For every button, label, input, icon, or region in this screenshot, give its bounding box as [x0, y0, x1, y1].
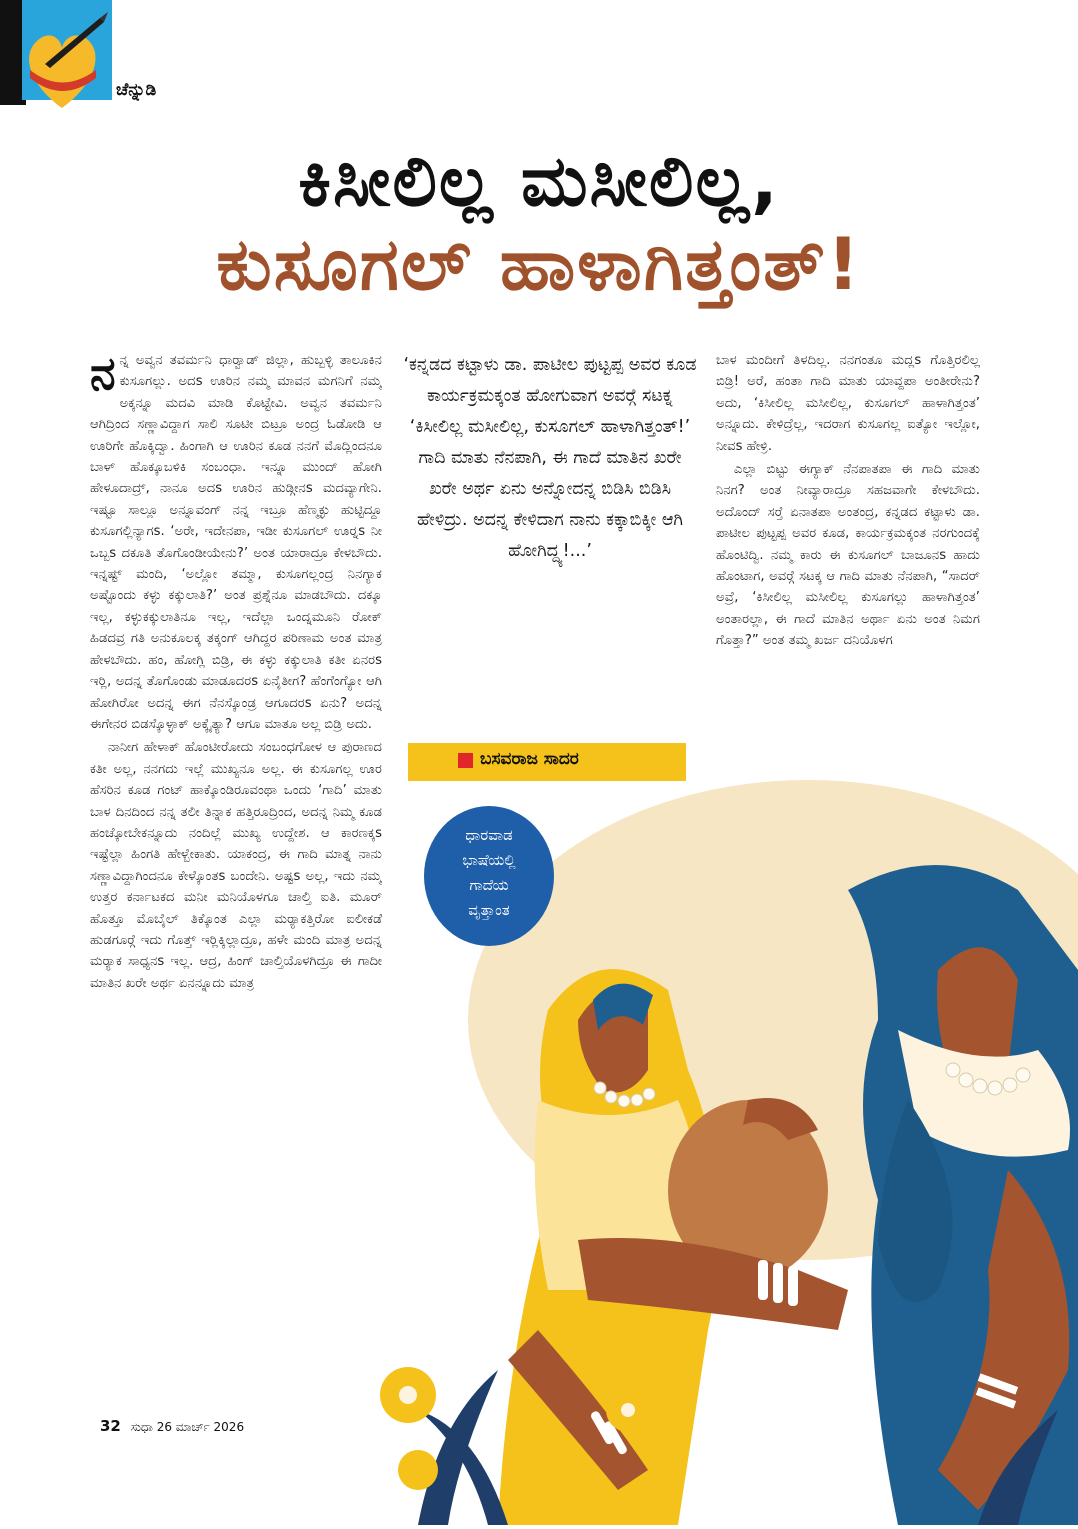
- drop-cap: ನ: [90, 350, 116, 400]
- author-byline: ಬಸವರಾಜ ಸಾದರ: [480, 749, 579, 769]
- badge-line: ಭಾಷೆಯಲ್ಲಿ: [462, 851, 516, 869]
- article-paragraph: ಎಲ್ಲಾ ಬಿಟ್ಟು ಈಗ್ಯಾಕ್ ನೆನಪಾತಪಾ ಈ ಗಾದಿ ಮಾತು ನಿನಗ? ಅಂತ ನೀವ್ಯಾರಾದ್ರೂ ಸಹಜವಾಗೇ ಕೇಳಬೌದು. ಅದೊಂದ್ ಸರ್‍ತೆ ಏನಾತಪಾ ಅಂತಂದ್ರ, ಕನ್ನಡದ ಕಟ್ಟಾಳು ಡಾ. ಪಾಟೀಲ ಪುಟ್ಟಪ್ಪ ಅವರ ಕೂಡ, ಕಾರ್ಯಕ್ರಮಕ್ಕಂತ ನರಗುಂದಕ್ಕೆ ಹೊಂಟಿದ್ವಿ. ನಮ್ಮ ಕಾರು ಈ ಕುಸೂಗಲ್ ಬಾಜೂನs ಹಾದು ಹೊಂಟಾಗ, ಅವರ್‍ಗೆ ಸಟಕ್ಕ ಆ ಗಾದಿ ಮಾತು ನೆನಪಾಗಿ, “ಸಾದರ್ ಅವ್ರೆ, ‘ಕಿಸೀಲಿಲ್ಲ ಮಸೀಲಿಲ್ಲ ಕುಸೂಗಲ್ಲು ಹಾಳಾಗಿತ್ತಂತ’ ಅಂತಾರಲ್ಲಾ, ಈ ಗಾದೆ ಮಾತಿನ ಅರ್ಥಾ ಏನು ಅಂತ ನಿಮಗ ಗೊತ್ತಾ?” ಅಂತ ತಮ್ಮ ಖರ್ಜ ದನಿಯೊಳಗ: [716, 462, 980, 649]
- badge-line: ಧಾರವಾಡ: [465, 826, 513, 844]
- headline-line-2: ಕುಸೂಗಲ್ ಹಾಳಾಗಿತ್ತಂತ್!: [216, 222, 862, 306]
- article-column-right: [716, 350, 980, 780]
- badge-line: ವೃತ್ತಾಂತ: [468, 901, 510, 919]
- badge-line: ಗಾದೆಯ: [469, 876, 509, 894]
- article-paragraph: [90, 350, 382, 735]
- byline-marker-icon: [458, 753, 473, 768]
- paragraph-text: ನ್ನ ಅವ್ವನ ತವರ್ಮನಿ ಧಾರ್‍ವಾಡ್ ಜಿಲ್ಲಾ, ಹುಬ್ಬಳ್ಳಿ ತಾಲೂಕಿನ ಕುಸೂಗಲ್ಲು. ಅದs ಊರಿನ ನಮ್ಮ ಮಾವನ ಮಗನಿಗೆ ನಮ್ಮ ಅಕ್ಕನ್ನೂ ಮದವಿ ಮಾಡಿ ಕೊಟ್ಟೇವಿ. ಅವ್ವನ ತವರ್ಮನಿ ಆಗಿದ್ರಿಂದ ಸಣ್ಣಾವಿದ್ದಾಗ ಸಾಲಿ ಸೂಟೀ ಬಿಟ್ರೂ ಅಂದ್ರ ಓಡೋಡಿ ಆ ಊರಿಗೇ ಹೊಕ್ಕಿದ್ವಾ. ಹಿಂಗಾಗಿ ಆ ಊರಿನ ಕೂಡ ನನಗೆ ಮೊದ್ಲಿಂದನೂ ಬಾಳ್ ಹೊಕ್ಕೂಬಳಿಕಿ ಸಂಬಂಧಾ. ಇನ್ನೂ ಮುಂದ್ ಹೋಗಿ ಹೇಳೂದಾದ್ರ್, ನಾನೂ ಅದs ಊರಿನ ಹುಡ್ಗೀನs ಮದವ್ಯಾಗೇನಿ. ಇಷ್ಟೂ ಸಾಲ್ಲೂ ಅನ್ನೂವಂಗ್ ನನ್ನ ಇಬ್ರೂ ಹೆಣ್ಮಕ್ಳು ಹುಟ್ಟಿದ್ದೂ ಕುಸೂಗಲ್ಲಿನ್ಯಾಗs. ‘ಅರೇ, ಇದೇನಪಾ, ಇಡೀ ಕುಸೂಗಲ್ ಊರ್‍ನs ನೀ ಒಬ್ಬs ದಕೂತಿ ತೊಗೊಂಡೀಯೇನು?’ ಅಂತ ಯಾರಾದ್ರೂ ಕೇಳಬೌದು. ಇನ್ನಷ್ಟ್ ಮಂದಿ, ‘ಅಲ್ಲೋ ತಮ್ಮಾ, ಕುಸೂಗಲ್ಲಂದ್ರ ನಿನಗ್ಯಾಕ ಅಷ್ಟೊಂದು ಕಳ್ಳು ಕಕ್ಕುಲಾತಿ?’ ಅಂತ ಪ್ರಶ್ನೆನೂ ಮಾಡಬೌದು. ದಕ್ಕೂ ಇಲ್ಲ, ಕಳ್ಳುಕಕ್ಕುಲಾತಿನೂ ಇಲ್ಲ, ಇದೆಲ್ಲಾ ಒಂದ್ನಮೂನಿ ರೋಕ್ ಹಿಡದವ್ರ ಗತಿ ಅನುಕೂಲಕ್ಕ ತಕ್ಕಂಗ್ ಆಗಿದ್ದರ ಪರಿಣಾಮ ಅಂತ ಮಾತ್ರ ಹೇಳಬೌದು. ಹಂ, ಹೋಗ್ಲಿ ಬಿಡ್ರಿ, ಈ ಕಳ್ಳು ಕಕ್ಕುಲಾತಿ ಕತೀ ಏನರs ಇರ್‍ಲಿ, ಅದನ್ನ ತೊಗೊಂಡು ಮಾಡೂದರs ಏನೈತೀಗ? ಹೆಂಗೆಂಗ್ಯೋ ಆಗಿ ಹೋಗಿರೋ ಅದನ್ನ ಈಗ ನೆನಸ್ಕೊಂಡ್ರ ಆಗೂದರs ಏನು? ಅದನ್ನ ಈಗೇನರ ಬಿಡಸ್ಕೊಳ್ಳಾಕ್ ಅಕ್ಕೈತ್ಯಾ? ಆಗೂ ಮಾತೂ ಅಲ್ಲ ಬಿಡ್ರಿ ಅದು.: [90, 353, 382, 732]
- page-footer: [100, 1417, 244, 1435]
- headline-line-1: ಕಿಸೀಲಿಲ್ಲ ಮಸೀಲಿಲ್ಲ,: [298, 140, 780, 222]
- publication-date: ಸುಧಾ 26 ಮಾರ್ಚ್ 2026: [130, 1420, 245, 1434]
- heart-book-pen-logo-icon: [0, 0, 112, 118]
- page-number: 32: [100, 1417, 121, 1435]
- article-column-left: [90, 350, 382, 1390]
- article-paragraph: ನಾನೀಗ ಹೇಳಾಕ್ ಹೊಂಟೀರೋದು ಸಂಬಂಧಗೋಳ ಆ ಪುರಾಣದ ಕತೀ ಅಲ್ಲ, ನನಗದು ಇಲ್ಲೆ ಮುಖ್ಯನೂ ಅಲ್ಲ. ಈ ಕುಸೂಗಲ್ಲ ಊರ ಹೆಸರಿನ ಕೂಡ ಗಂಟ್ ಹಾಕ್ಕೊಂಡಿರೂವಂಥಾ ಒಂದು ‘ಗಾದಿ’ ಮಾತು ಬಾಳ ದಿನದಿಂದ ನನ್ನ ತಲೀ ತಿನ್ನಾಕ ಹತ್ತಿರೂದ್ರಿಂದ, ಅದನ್ನ ನಿಮ್ಮ ಕೂಡ ಹಂಚ್ಕೋಬೇಕನ್ನೂದು ನಂದಿಲ್ಲೆ ಮುಖ್ಯ ಉದ್ದೇಶ. ಆ ಕಾರಣಕ್ಕs ಇಷ್ಟೆಲ್ಲಾ ಹಿಂಗತಿ ಹೇಳ್ಬೇಕಾತು. ಯಾಕಂದ್ರ, ಈ ಗಾದಿ ಮಾತ್ನ ನಾನು ಸಣ್ಣಾವಿದ್ದಾಗಿಂದನೂ ಕೇಳ್ಕೊಂತs ಬಂದೇನಿ. ಅಷ್ಟs ಅಲ್ಲ, ಇದು ನಮ್ಮ ಉತ್ತರ ಕರ್ನಾಟಕದ ಮನೀ ಮನಿಯೊಳಗೂ ಚಾಲ್ತಿ ಐತಿ. ಮೂರ್ ಹೊತ್ತೂ ಮೊಬೈಲ್ ತಿಕ್ಕೊಂತ ಎಲ್ಲಾ ಮರ್‍ಯಾಕತ್ತಿರೋ ಐಲೀಕಡೆ ಹುಡಗೂರ್‍ಗೆ ಇದು ಗೊತ್ತ್ ಇರ್‍ಲಿಕ್ಕಿಲ್ಲಾದ್ರೂ, ಹಳೇ ಮಂದಿ ಮಾತ್ರ ಅದನ್ನ ಮರ್‍ಯಾಕ ಸಾಧ್ಯನs ಇಲ್ಲ. ಆದ್ರ, ಹಿಂಗ್ ಚಾಲ್ತಿಯೊಳಗಿದ್ರೂ ಈ ಗಾದೀ ಮಾತಿನ ಖರೇ ಅರ್ಥ ಏನನ್ನೂದು ಮಾತ್ರ: [90, 740, 382, 991]
- magazine-logo: [0, 0, 112, 118]
- topic-badge: [424, 806, 554, 946]
- section-label: ಚೆನ್ನುಡಿ: [116, 80, 157, 100]
- article-paragraph: ಬಾಳ ಮಂದೀಗೆ ತಿಳದಿಲ್ಲ. ನನಗಂತೂ ಮದ್ಲs ಗೊತ್ತಿರಲಿಲ್ಲ ಬಿಡ್ರಿ! ಅರೆ, ಹಂತಾ ಗಾದಿ ಮಾತು ಯಾವ್ದಪಾ ಅಂತೀರೇನು? ಅದು, ‘ಕಿಸೀಲಿಲ್ಲ ಮಸೀಲಿಲ್ಲ, ಕುಸೂಗಲ್ ಹಾಳಾಗಿತ್ತಂತ’ ಅನ್ನೂದು. ಕೇಳಿದ್ರೆಲ್ಲ, ಇದರಾಗ ಕುಸೂಗಲ್ಲ ಐತ್ಯೋ ಇಲ್ಲೋ, ನೀವs ಹೇಳ್ರಿ.: [716, 353, 980, 454]
- pull-quote: ‘ಕನ್ನಡದ ಕಟ್ಟಾಳು ಡಾ. ಪಾಟೀಲ ಪುಟ್ಟಪ್ಪ ಅವರ ಕೂಡ ಕಾರ್ಯಕ್ರಮಕ್ಕಂತ ಹೋಗುವಾಗ ಅವರ್‍ಗೆ ಸಟಕ್ನ ‘ಕಿಸೀಲಿಲ್ಲ ಮಸೀಲಿಲ್ಲ, ಕುಸೂಗಲ್ ಹಾಳಾಗಿತ್ತಂತ್!’ ಗಾದಿ ಮಾತು ನೆನಪಾಗಿ, ಈ ಗಾದೆ ಮಾತಿನ ಖರೇ ಖರೇ ಅರ್ಥ ಏನು ಅನ್ನೋದನ್ನ ಬಿಡಿಸಿ ಬಿಡಿಸಿ ಹೇಳಿದ್ರು. ಅದನ್ನ ಕೇಳಿದಾಗ ನಾನು ಕಕ್ಕಾಬಿಕ್ಕೀ ಆಗಿ ಹೋಗಿದ್ದ್ಯ!...’: [403, 355, 697, 561]
